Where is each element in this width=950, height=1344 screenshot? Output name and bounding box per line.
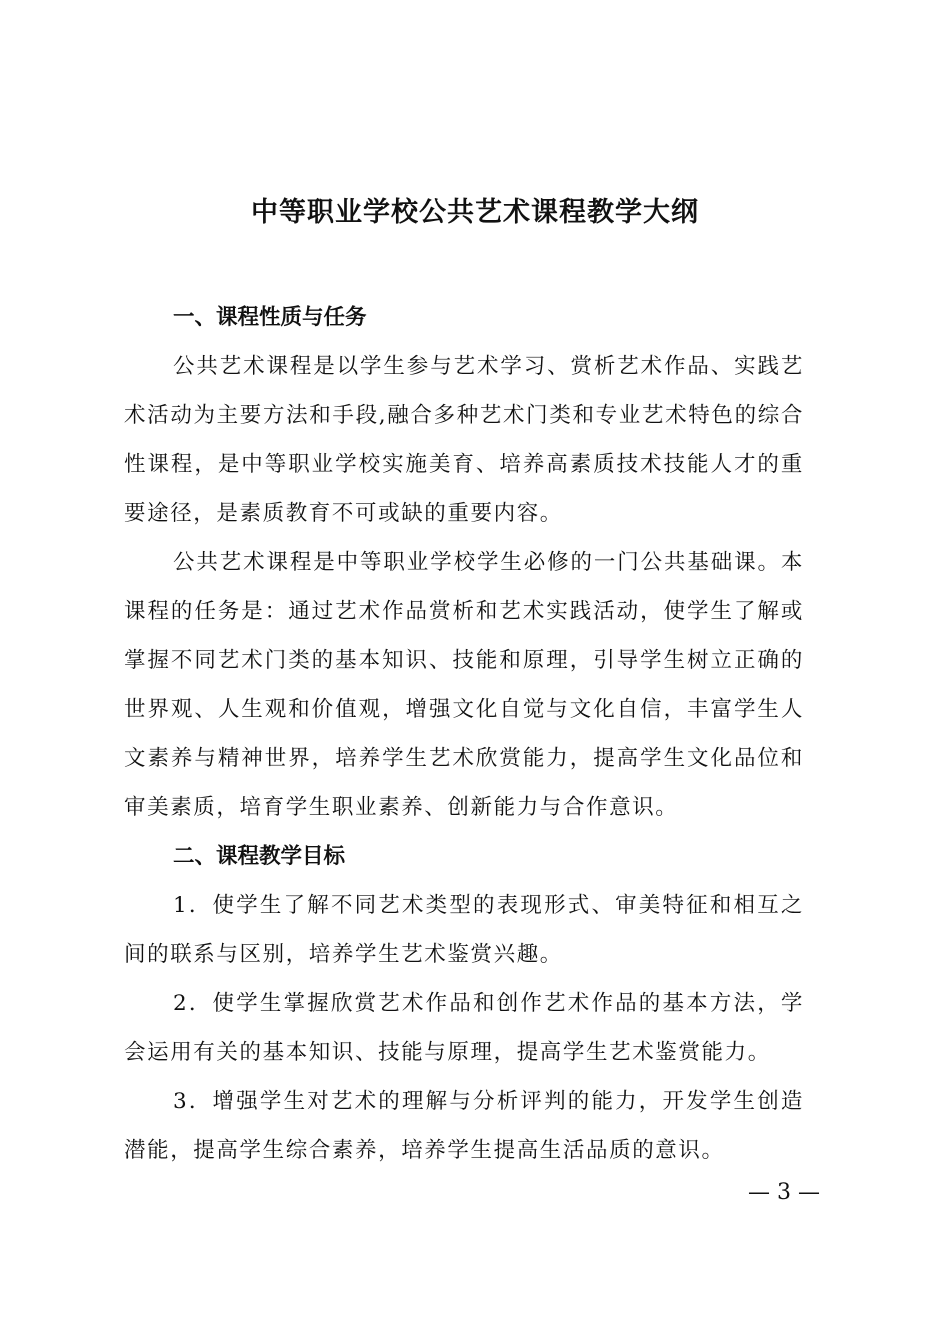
section-heading: 一、课程性质与任务 bbox=[173, 305, 367, 330]
document-body bbox=[124, 293, 804, 1175]
paragraph: 公共艺术课程是中等职业学校学生必修的一门公共基础课。本课程的任务是：通过艺术作品赏析和艺术实践活动，使学生了解或掌握不同艺术门类的基本知识、技能和原理，引导学生树立正确的世界观、人生观和价值观，增强文化自觉与文化自信，丰富学生人文素养与精神世界，培养学生艺术欣赏能力，提高学生文化品位和审美素质，培育学生职业素养、创新能力与合作意识。 bbox=[124, 550, 804, 820]
section-teaching-goals bbox=[124, 832, 804, 1175]
goal-item: 1．使学生了解不同艺术类型的表现形式、审美特征和相互之间的联系与区别，培养学生艺术鉴赏兴趣。 bbox=[124, 893, 804, 967]
goal-item: 2．使学生掌握欣赏艺术作品和创作艺术作品的基本方法，学会运用有关的基本知识、技能与原理，提高学生艺术鉴赏能力。 bbox=[124, 991, 804, 1065]
goal-item: 3．增强学生对艺术的理解与分析评判的能力，开发学生创造潜能，提高学生综合素养，培养学生提高生活品质的意识。 bbox=[124, 1089, 804, 1163]
paragraph: 公共艺术课程是以学生参与艺术学习、赏析艺术作品、实践艺术活动为主要方法和手段,融合多种艺术门类和专业艺术特色的综合性课程，是中等职业学校实施美育、培养高素质技术技能人才的重要途径，是素质教育不可或缺的重要内容。 bbox=[124, 354, 804, 526]
section-heading: 二、课程教学目标 bbox=[173, 844, 346, 869]
page-number: — 3 — bbox=[748, 1180, 820, 1205]
document-title: 中等职业学校公共艺术课程教学大纲 bbox=[251, 197, 699, 228]
section-course-nature bbox=[124, 293, 804, 832]
